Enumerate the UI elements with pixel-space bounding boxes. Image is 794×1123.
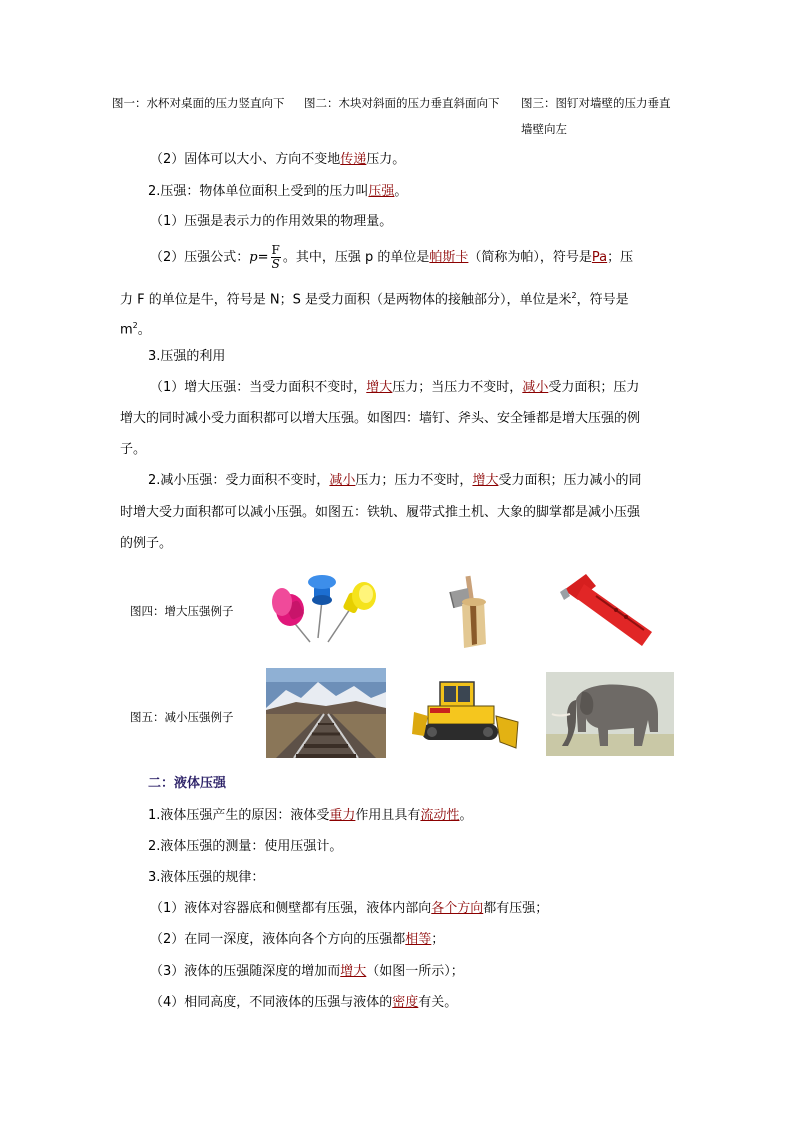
bulldozer-photo xyxy=(410,676,522,752)
answer-gravity: 重力 xyxy=(329,808,356,823)
fig1-caption: 图一：水杯对桌面的压力竖直向下 xyxy=(112,96,285,110)
answer-fluidity: 流动性 xyxy=(420,808,460,823)
railway-track-photo xyxy=(266,668,386,758)
answer-decrease-2: 减小 xyxy=(329,473,356,488)
paragraph-pressure-definition: 2.压强：物体单位面积上受到的压力叫压强。 xyxy=(148,184,408,199)
answer-increase: 增大 xyxy=(366,380,393,395)
answer-decrease: 减小 xyxy=(522,380,549,395)
heading-pressure-use: 3.压强的利用 xyxy=(148,349,226,364)
elephant-photo xyxy=(546,672,674,756)
answer-pressure: 压强 xyxy=(368,184,395,199)
fig4-caption: 图四：增大压强例子 xyxy=(130,604,234,618)
paragraph-decrease-line2: 时增大受力面积都可以减小压强。如图五：铁轨、履带式推土机、大象的脚掌都是减小压强 xyxy=(120,505,641,520)
formula-fraction: $\frac{F}{S}$ xyxy=(271,243,280,271)
fig3-caption: 图三：图钉对墙壁的压力垂直 xyxy=(521,96,671,110)
answer-pascal: 帕斯卡 xyxy=(429,250,469,265)
paragraph-increase-line2: 增大的同时减小受力面积都可以增大压强。如图四：墙钉、斧头、安全锤都是增大压强的例 xyxy=(120,411,641,426)
paragraph-pressure-formula: （2）压强公式：p= $\frac{F}{S}$ 。其中，压强 p 的单位是帕斯卡（简称为帕），符号是Pa；压 xyxy=(150,243,634,271)
paragraph-rule-2: （2）在同一深度，液体向各个方向的压强都相等； xyxy=(150,932,445,947)
paragraph-increase-line3: 子。 xyxy=(120,442,147,457)
answer-increase-2: 增大 xyxy=(472,473,499,488)
answer-all-directions: 各个方向 xyxy=(431,901,484,916)
paragraph-rule-1: （1）液体对容器底和侧壁都有压强，液体内部向各个方向都有压强； xyxy=(150,901,549,916)
paragraph-liquid-rules: 3.液体压强的规律： xyxy=(148,870,265,885)
fig5-caption: 图五：减小压强例子 xyxy=(130,710,234,724)
answer-transmit: 传递 xyxy=(340,152,367,167)
paragraph-formula-line2: 力 F 的单位是牛，符号是 N；S 是受力面积（是两物体的接触部分），单位是米$^2$，符号是 xyxy=(120,291,629,308)
answer-equal: 相等 xyxy=(405,932,432,947)
answer-pa: Pa xyxy=(591,250,608,265)
paragraph-solid-transmit: （2）固体可以大小、方向不变地传递压力。 xyxy=(150,152,406,167)
paragraph-decrease-line3: 的例子。 xyxy=(120,536,173,551)
paragraph-formula-line3: $m^2$。 xyxy=(120,321,151,338)
pushpins-photo xyxy=(270,572,388,648)
fig2-caption: 图二：木块对斜面的压力垂直斜面向下 xyxy=(304,96,500,110)
paragraph-liquid-measure: 2.液体压强的测量：使用压强计。 xyxy=(148,839,343,854)
answer-density: 密度 xyxy=(392,995,419,1010)
paragraph-pressure-meaning: （1）压强是表示力的作用效果的物理量。 xyxy=(150,214,393,229)
axe-photo xyxy=(446,574,502,650)
safety-hammer-photo xyxy=(556,570,662,650)
paragraph-rule-3: （3）液体的压强随深度的增加而增大（如图一所示）； xyxy=(150,964,464,979)
fig3-caption-line2: 墙壁向左 xyxy=(521,122,567,136)
paragraph-increase-pressure: （1）增大压强：当受力面积不变时，增大压力；当压力不变时，减小受力面积；压力 xyxy=(150,380,640,395)
paragraph-decrease-pressure: 2.减小压强：受力面积不变时，减小压力；压力不变时，增大受力面积；压力减小的同 xyxy=(148,473,642,488)
answer-increase-3: 增大 xyxy=(340,964,367,979)
paragraph-rule-4: （4）相同高度，不同液体的压强与液体的密度有关。 xyxy=(150,995,458,1010)
paragraph-liquid-cause: 1.液体压强产生的原因：液体受重力作用且具有流动性。 xyxy=(148,808,473,823)
section-liquid-pressure: 二：液体压强 xyxy=(148,776,227,791)
